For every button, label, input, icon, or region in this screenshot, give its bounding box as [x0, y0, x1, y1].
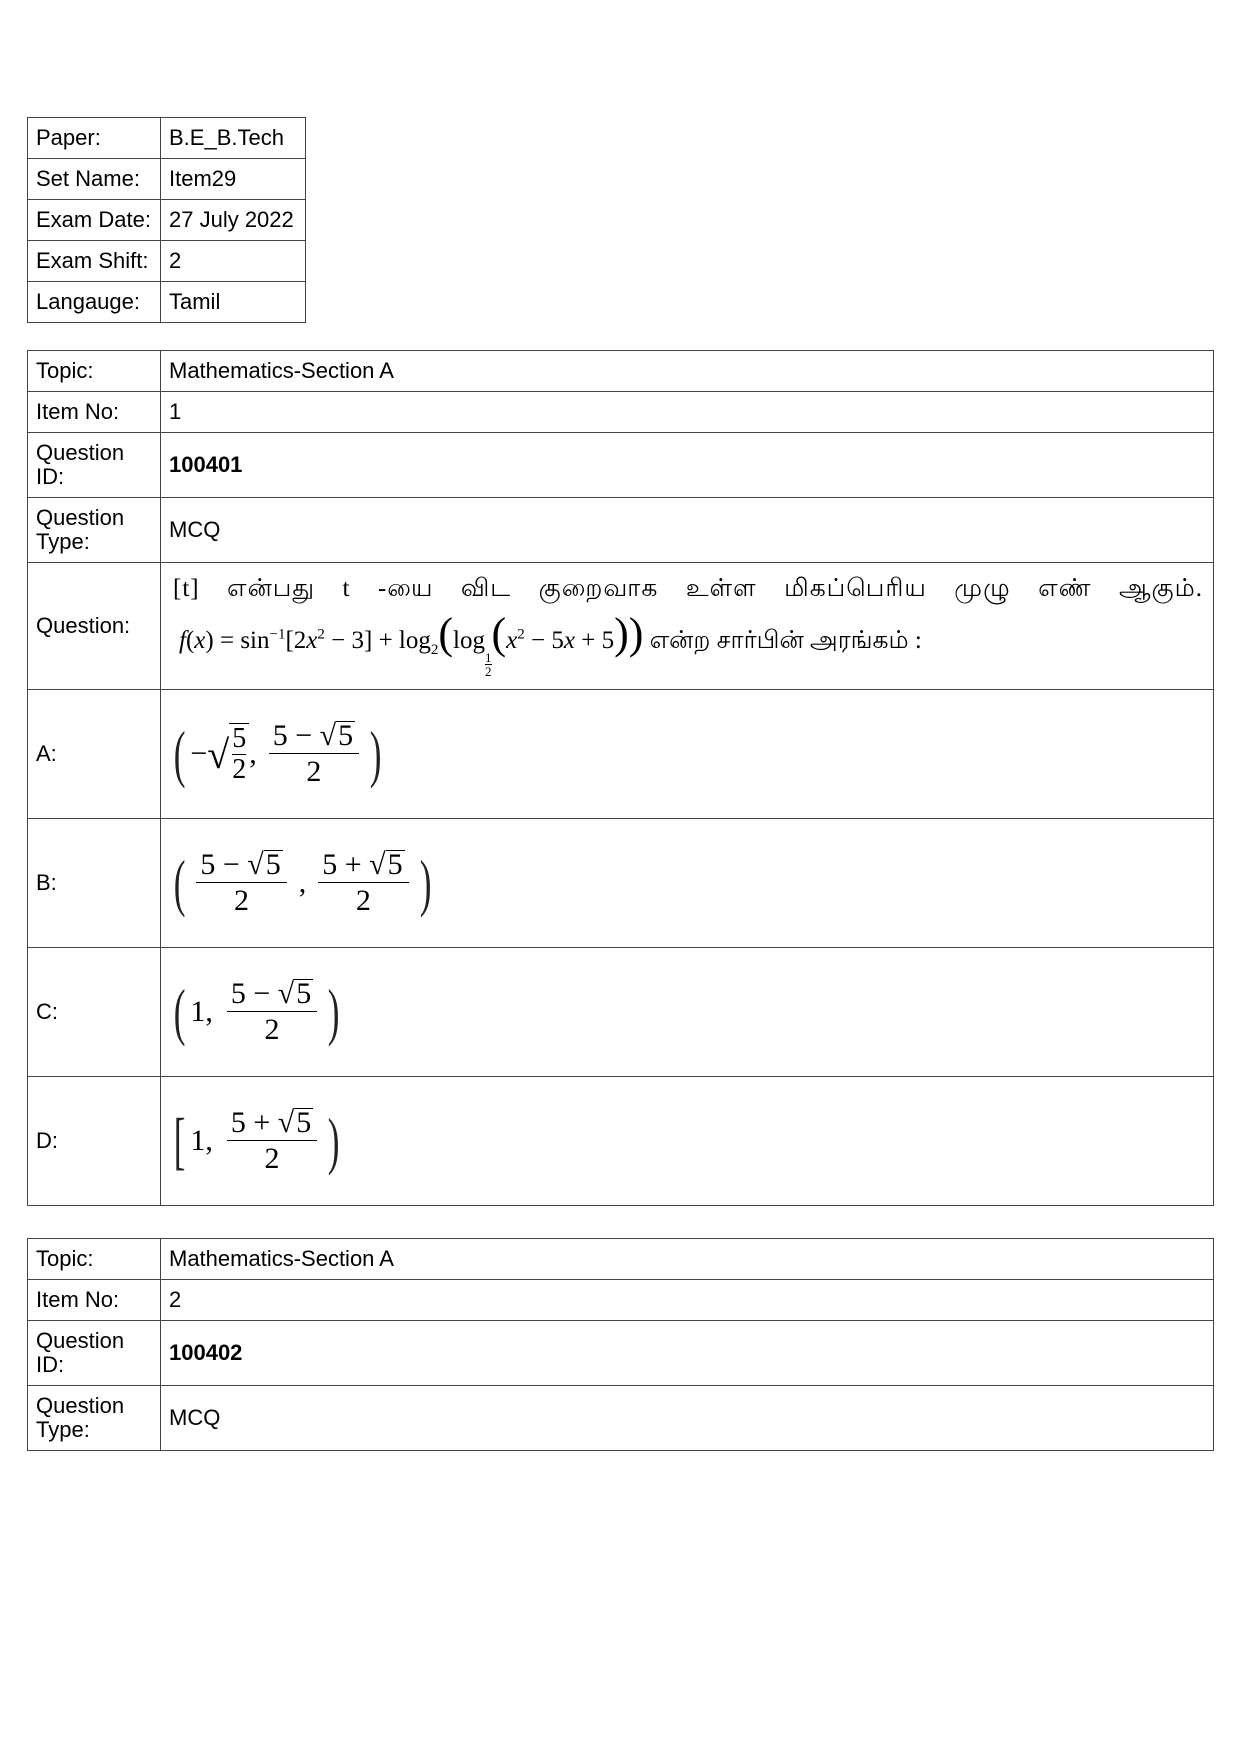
meta-value: 2	[161, 241, 306, 282]
meta-value: B.E_B.Tech	[161, 118, 306, 159]
value-topic: Mathematics-Section A	[161, 351, 1214, 392]
row-option-a	[28, 690, 1214, 819]
meta-row-exam-shift	[28, 241, 306, 282]
question-line-1: [t] என்பது t -யை விட குறைவாக உள்ள மிகப்பெரிய முழு எண் ஆகும்.	[173, 574, 1203, 602]
row-question	[28, 563, 1214, 690]
row-topic	[28, 351, 1214, 392]
option-a	[161, 690, 1214, 819]
meta-row-language	[28, 282, 306, 323]
question-table-2	[27, 1238, 1214, 1451]
meta-value: Item29	[161, 159, 306, 200]
label-option-b: B:	[28, 819, 161, 948]
value-question-id: 100401	[161, 433, 1214, 498]
label-option-d: D:	[28, 1077, 161, 1206]
label-question-type: Question Type:	[28, 1386, 161, 1451]
row-question-id	[28, 433, 1214, 498]
label-topic: Topic:	[28, 1239, 161, 1280]
meta-row-paper	[28, 118, 306, 159]
label-item-no: Item No:	[28, 1280, 161, 1321]
row-option-c	[28, 948, 1214, 1077]
label-question: Question:	[28, 563, 161, 690]
value-question-type: MCQ	[161, 498, 1214, 563]
value-item-no: 2	[161, 1280, 1214, 1321]
option-a-math: ( − √ 5 2 , 5 − √ 5 2 )	[173, 718, 382, 789]
label-topic: Topic:	[28, 351, 161, 392]
meta-row-exam-date	[28, 200, 306, 241]
value-item-no: 1	[161, 392, 1214, 433]
row-question-type	[28, 1386, 1214, 1451]
exam-meta-table	[27, 117, 306, 323]
meta-label: Exam Shift:	[28, 241, 161, 282]
meta-row-set-name	[28, 159, 306, 200]
row-item-no	[28, 1280, 1214, 1321]
meta-value: 27 July 2022	[161, 200, 306, 241]
question-table-1	[27, 350, 1214, 1206]
row-topic	[28, 1239, 1214, 1280]
question-line-2	[179, 608, 1205, 679]
value-question-id: 100402	[161, 1321, 1214, 1386]
meta-label: Exam Date:	[28, 200, 161, 241]
label-question-type: Question Type:	[28, 498, 161, 563]
question-text	[161, 563, 1214, 690]
value-question-type: MCQ	[161, 1386, 1214, 1451]
option-c-math: ( 1 , 5 − √ 5 2 )	[173, 976, 340, 1047]
meta-label: Paper:	[28, 118, 161, 159]
label-question-id: Question ID:	[28, 433, 161, 498]
row-option-b	[28, 819, 1214, 948]
option-c	[161, 948, 1214, 1077]
value-topic: Mathematics-Section A	[161, 1239, 1214, 1280]
label-question-id: Question ID:	[28, 1321, 161, 1386]
meta-label: Langauge:	[28, 282, 161, 323]
meta-value: Tamil	[161, 282, 306, 323]
row-item-no	[28, 392, 1214, 433]
row-question-id	[28, 1321, 1214, 1386]
option-d	[161, 1077, 1214, 1206]
label-option-c: C:	[28, 948, 161, 1077]
meta-label: Set Name:	[28, 159, 161, 200]
label-option-a: A:	[28, 690, 161, 819]
question-tail: என்ற சார்பின் அரங்கம் :	[649, 626, 922, 654]
option-b-math: ( 5 − √ 5 2 , 5 + √ 5 2 )	[173, 847, 432, 918]
option-b	[161, 819, 1214, 948]
function-formula: $f(x) = \sin^{-1}[2x^2 - 3] + \log_2(\log$ $\frac{1}{2}$ $(x^2 - 5x + 5)$)	[179, 608, 644, 679]
row-option-d	[28, 1077, 1214, 1206]
row-question-type	[28, 498, 1214, 563]
label-item-no: Item No:	[28, 392, 161, 433]
option-d-math: [ 1 , 5 + √ 5 2 )	[173, 1105, 340, 1176]
